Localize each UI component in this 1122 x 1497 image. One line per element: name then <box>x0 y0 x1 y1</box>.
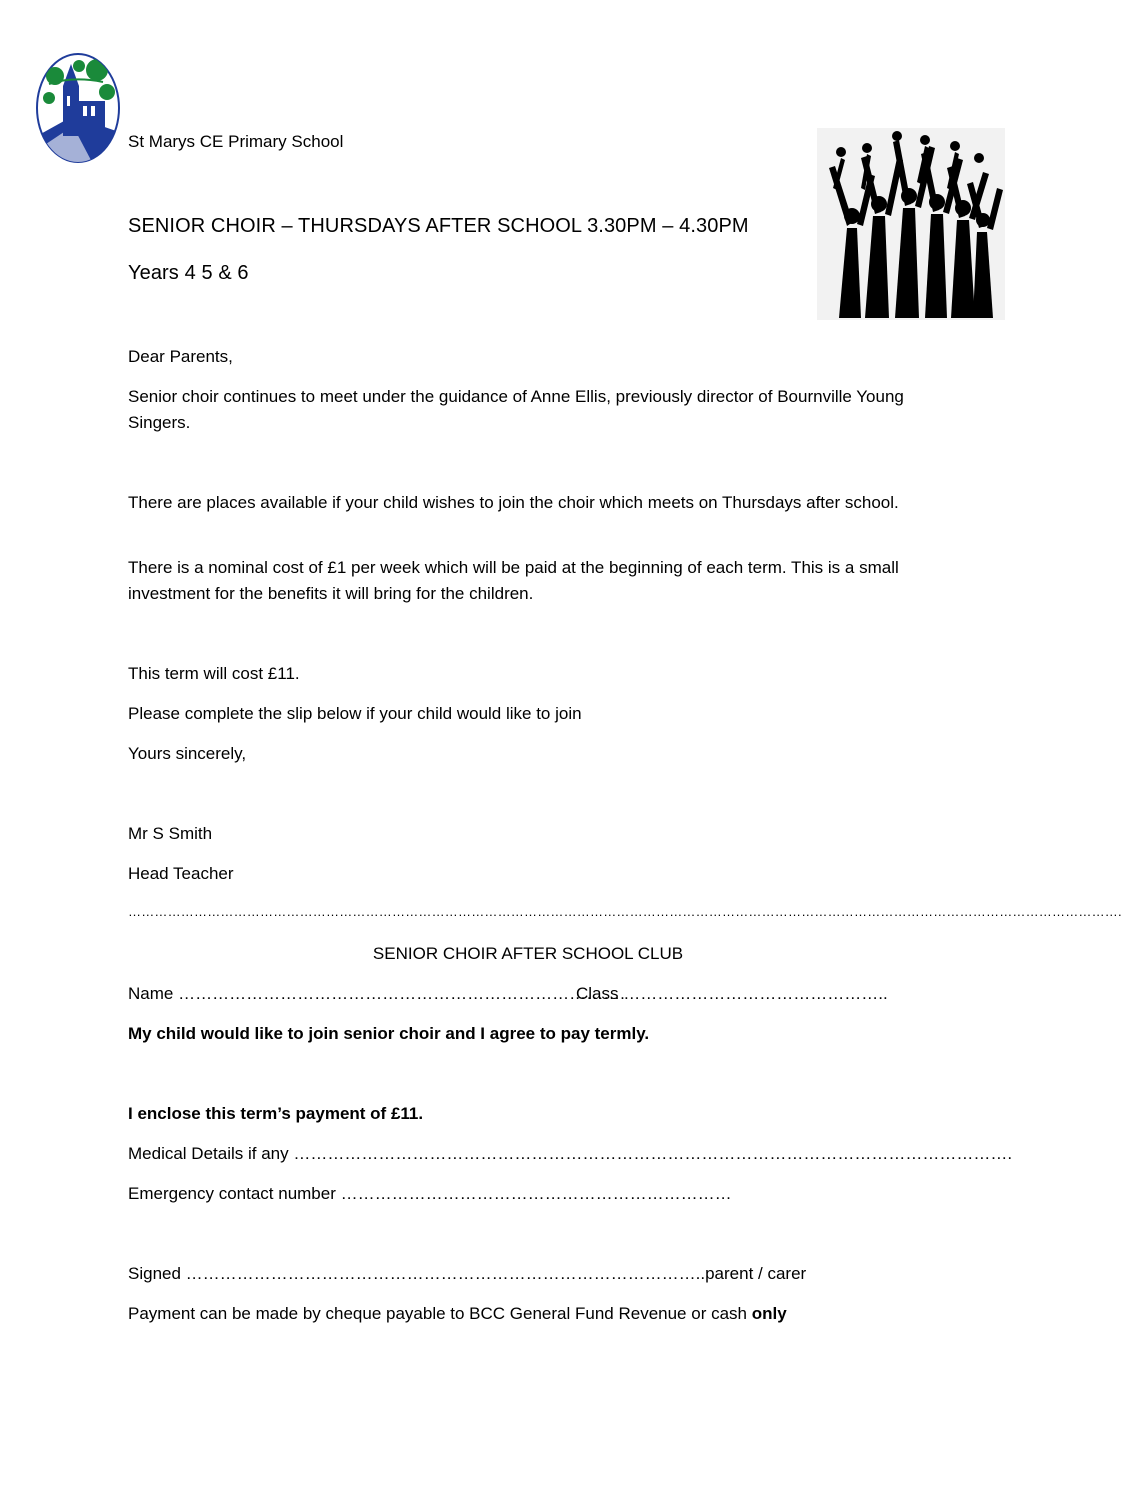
slip-title: SENIOR CHOIR AFTER SCHOOL CLUB <box>372 944 684 963</box>
medical-details-field: Medical Details if any ………………………………………………………………………………………………………………. <box>128 1144 1013 1163</box>
closing: Yours sincerely, <box>128 744 247 763</box>
payment-note-emphasis: only <box>751 1304 787 1323</box>
agreement-statement: My child would like to join senior choir and I agree to pay termly. <box>128 1024 650 1043</box>
signatory-name: Mr S Smith <box>128 824 213 843</box>
years-subtitle: Years 4 5 & 6 <box>128 262 249 284</box>
paragraph-places: There are places available if your child wishes to join the choir which meets on Thursdays after school. <box>128 493 899 512</box>
cut-line: ………………………………………………………………………………………………………………………………………………………………………………………………………. <box>128 904 1122 919</box>
payment-note <box>128 1301 787 1327</box>
paragraph-guidance: Senior choir continues to meet under the guidance of Anne Ellis, previously director of Bournville Young Singers. <box>128 387 904 432</box>
emergency-contact-field: Emergency contact number …………………………………………………………… <box>128 1184 732 1203</box>
paragraph-cost: There is a nominal cost of £1 per week which will be paid at the beginning of each term. This is a small investment for the benefits it will bring for the children. <box>128 558 899 603</box>
name-field: Name ……………………………………………………………………. <box>128 984 625 1003</box>
salutation: Dear Parents, <box>128 347 233 366</box>
signature-field: Signed ………………………………………………………………………………..parent / carer <box>128 1264 807 1283</box>
term-cost: This term will cost £11. <box>128 664 300 683</box>
payment-statement: I enclose this term’s payment of £11. <box>128 1104 424 1123</box>
instruction: Please complete the slip below if your child would like to join <box>128 704 582 723</box>
page-title: SENIOR CHOIR – THURSDAYS AFTER SCHOOL 3.30PM – 4.30PM <box>128 215 749 237</box>
school-logo <box>33 46 123 164</box>
signatory-role: Head Teacher <box>128 864 234 883</box>
choir-silhouette-image <box>817 128 1005 320</box>
school-name: St Marys CE Primary School <box>128 132 344 151</box>
payment-note-text: Payment can be made by cheque payable to BCC General Fund Revenue or cash <box>128 1304 752 1323</box>
class-field: Class ……………………………………….. <box>576 984 888 1003</box>
